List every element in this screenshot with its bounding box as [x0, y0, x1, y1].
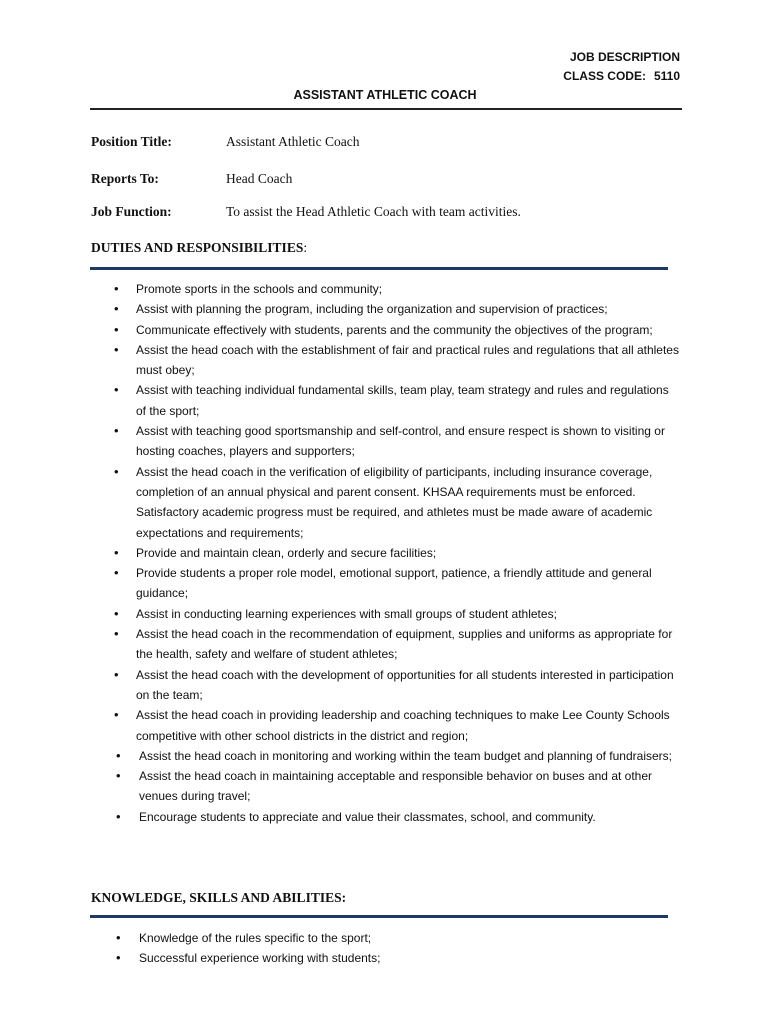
reports-to-value: Head Coach	[226, 171, 293, 186]
document-header	[563, 48, 680, 86]
job-function-label: Job Function:	[91, 204, 172, 219]
duties-heading	[91, 240, 307, 256]
list-item: • Provide students a proper role model, emotional support, patience, a friendly attitude and general guidance;	[110, 563, 680, 604]
list-item: • Encourage students to appreciate and value their classmates, school, and community.	[110, 807, 680, 827]
list-item: • Assist with teaching individual fundamental skills, team play, team strategy and rules and regulations of the sport;	[110, 380, 680, 421]
list-item: • Assist the head coach in the recommendation of equipment, supplies and uniforms as appropriate for the health, safety and welfare of student athletes;	[110, 624, 680, 665]
ksa-divider	[90, 915, 668, 918]
list-item: • Promote sports in the schools and community;	[110, 279, 680, 299]
class-code	[563, 67, 680, 86]
list-item: • Assist the head coach in the verification of eligibility of participants, including insurance coverage, completion of an annual physical and parent consent. KHSAA requirements must be enforced. Satisfactory academic progress must be required, and athletes must be made aware of academic expectations and requirements;	[110, 462, 680, 543]
list-item: • Assist in conducting learning experiences with small groups of student athletes;	[110, 604, 680, 624]
duties-heading-colon: :	[303, 240, 308, 255]
list-item: • Assist with planning the program, including the organization and supervision of practices;	[110, 299, 680, 319]
list-item: • Assist the head coach in providing leadership and coaching techniques to make Lee County Schools competitive with other school districts in the district and region;	[110, 705, 680, 746]
page-title: ASSISTANT ATHLETIC COACH	[293, 88, 477, 102]
duties-heading-text: DUTIES AND RESPONSIBILITIES	[91, 240, 304, 255]
position-title-label: Position Title:	[91, 134, 172, 149]
list-item: • Assist the head coach in monitoring and working within the team budget and planning of fundraisers;	[110, 746, 680, 766]
ksa-list	[110, 928, 680, 969]
list-item: • Provide and maintain clean, orderly and secure facilities;	[110, 543, 680, 563]
class-code-value: 5110	[653, 69, 680, 83]
job-function-value: To assist the Head Athletic Coach with team activities.	[226, 204, 521, 219]
list-item: • Assist the head coach with the establishment of fair and practical rules and regulations that all athletes must obey;	[110, 340, 680, 381]
position-title-value: Assistant Athletic Coach	[226, 134, 360, 149]
duties-divider	[90, 267, 668, 270]
list-item: • Successful experience working with students;	[110, 948, 680, 968]
reports-to-label: Reports To:	[91, 171, 159, 186]
ksa-heading: KNOWLEDGE, SKILLS AND ABILITIES:	[91, 890, 347, 905]
class-code-label: CLASS CODE:	[563, 69, 646, 83]
list-item: • Knowledge of the rules specific to the sport;	[110, 928, 680, 948]
list-item: • Assist the head coach in maintaining acceptable and responsible behavior on buses and at other venues during travel;	[110, 766, 680, 807]
duties-list	[110, 279, 680, 827]
doc-type-label: JOB DESCRIPTION	[569, 50, 680, 64]
list-item: • Assist with teaching good sportsmanship and self-control, and ensure respect is shown to visiting or hosting coaches, players and supporters;	[110, 421, 680, 462]
list-item: • Communicate effectively with students, parents and the community the objectives of the program;	[110, 320, 680, 340]
title-divider	[90, 108, 682, 110]
list-item: • Assist the head coach with the development of opportunities for all students interested in participation on the team;	[110, 665, 680, 706]
